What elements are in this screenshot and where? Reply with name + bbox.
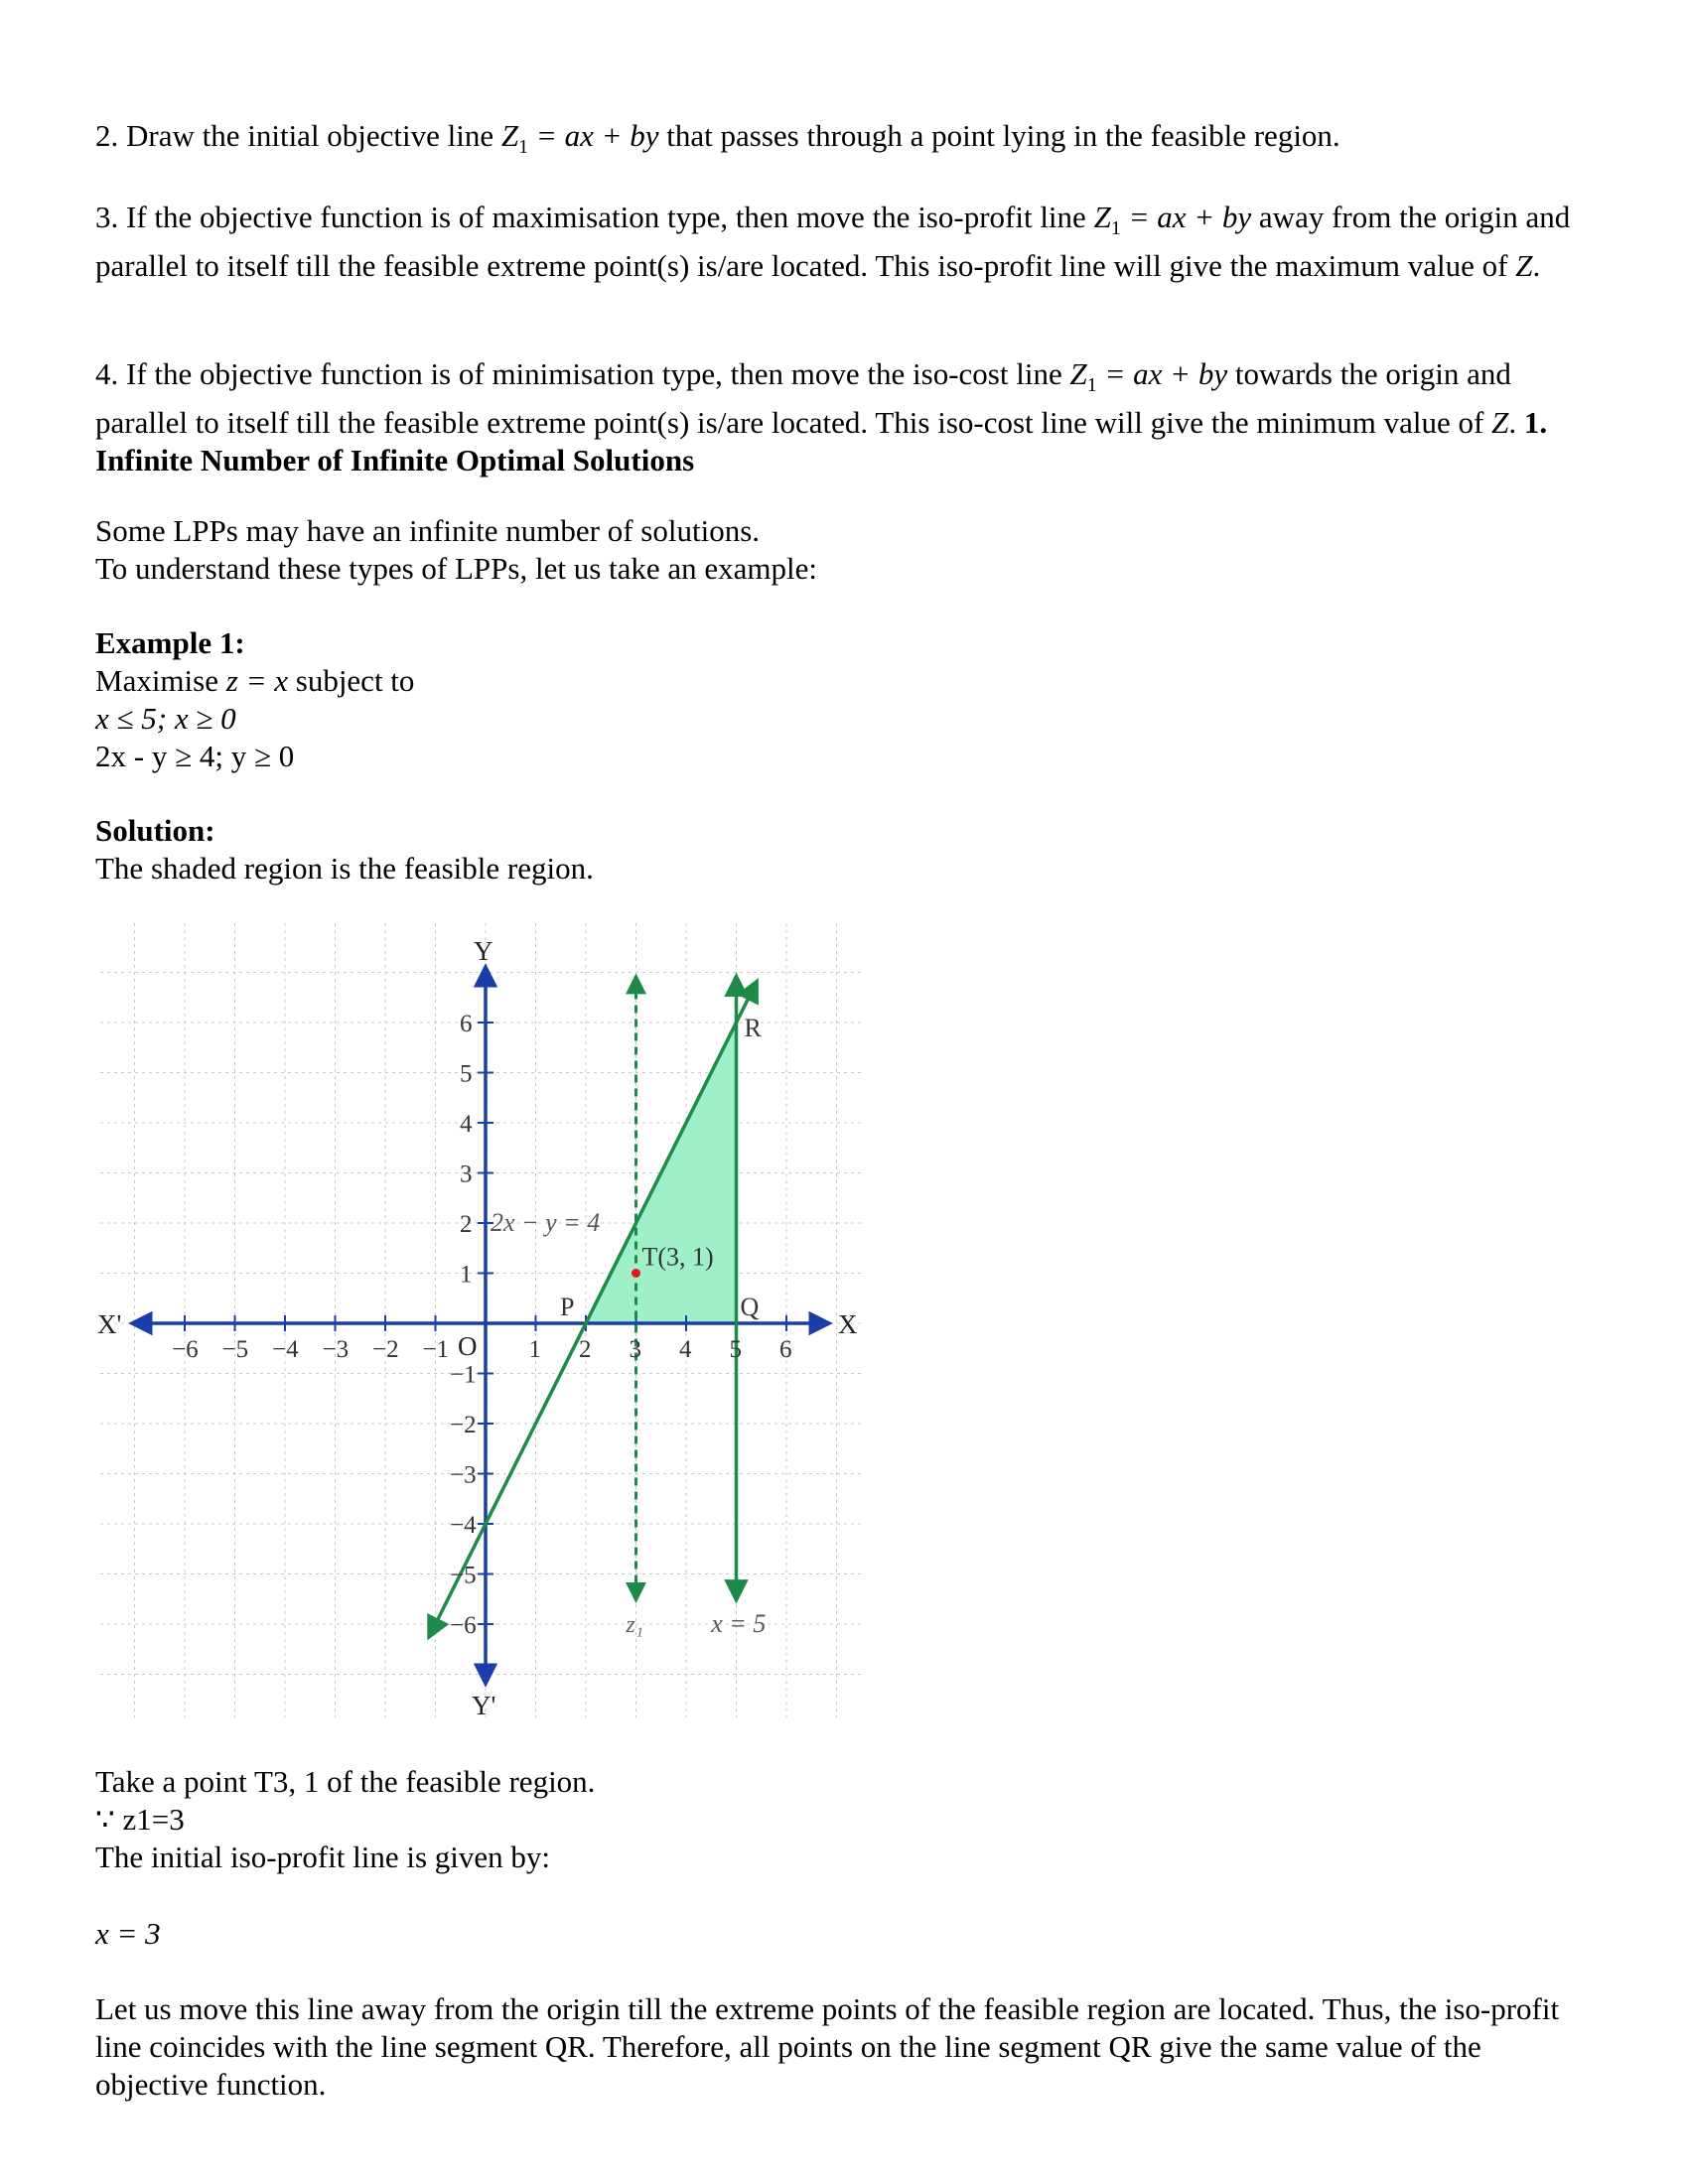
example-objective: Maximise z = x subject to — [95, 663, 415, 698]
y-tick-label: −1 — [450, 1361, 477, 1389]
x-tick-label: 1 — [528, 1336, 541, 1363]
example-title: Example 1: — [95, 625, 245, 660]
x-tick-label: −1 — [422, 1336, 450, 1363]
label-x-5: x = 5 — [711, 1609, 767, 1638]
x-neg-axis-label: X' — [97, 1309, 122, 1339]
iso-profit-equation: x = 3 — [95, 1916, 161, 1951]
y-axis-label: Y — [474, 936, 493, 966]
y-tick-label: −3 — [450, 1461, 477, 1489]
origin-label: O — [458, 1331, 478, 1361]
conclusion-paragraph: Let us move this line away from the origin till the extreme points of the feasible region are located. Thus, the iso-profit line coincides with the line segment QR. Therefore, all points on the line segment QR give the same value of the objective function. — [95, 1991, 1560, 2102]
y-neg-axis-label: Y' — [472, 1691, 496, 1720]
x-tick-label: 6 — [779, 1336, 792, 1363]
point-label-R: R — [744, 1014, 762, 1042]
y-tick-label: 6 — [460, 1011, 473, 1037]
step-3: 3. If the objective function is of maximisation type, then move the iso-profit line $Z_1$ = ax + by away from the origin and parallel to itself till the feasible extreme point(s) is/are located. This iso-profit line will give the maximum value of Z. — [95, 200, 1571, 283]
solution-text: The shaded region is the feasible region. — [95, 851, 594, 886]
x-tick-label: 4 — [679, 1336, 692, 1363]
intro-line-1: Some LPPs may have an infinite number of solutions. — [95, 513, 761, 548]
point-T — [632, 1269, 640, 1278]
point-label-P: P — [560, 1293, 575, 1321]
x-axis-label: X — [838, 1309, 858, 1339]
y-tick-label: 4 — [460, 1111, 473, 1138]
label-2x-y-4: 2x − y = 4 — [491, 1208, 601, 1237]
y-tick-label: 1 — [460, 1261, 473, 1289]
y-tick-label: 3 — [460, 1160, 473, 1188]
y-tick-label: 5 — [460, 1060, 473, 1088]
step-4: 4. If the objective function is of minimisation type, then move the iso-cost line $Z_1$ = ax + by towards the origin and parallel to itself till the feasible extreme point(s) is/are located. This iso-cost line will give the minimum value of Z. 1. Infinite Number of Infinite Optimal Solutions — [95, 356, 1548, 478]
iso-profit-intro-text: The initial iso-profit line is given by: — [95, 1840, 551, 1874]
x-tick-label: −3 — [322, 1336, 350, 1363]
example-constraint-1: x ≤ 5; x ≥ 0 — [95, 701, 236, 736]
y-tick-label: −6 — [450, 1612, 477, 1639]
y-tick-label: −4 — [450, 1512, 477, 1539]
z1-value-text: ∵ z1=3 — [95, 1802, 185, 1837]
tick-labels — [97, 936, 858, 1720]
x-tick-label: −6 — [172, 1336, 199, 1363]
point-label-Q: Q — [740, 1293, 760, 1321]
intro-line-2: To understand these types of LPPs, let us take an example: — [95, 551, 818, 586]
section-heading: 1. Infinite Number of Infinite Optimal Solutions — [95, 405, 1548, 478]
point-label-T: T(3, 1) — [641, 1242, 714, 1272]
x-tick-label: −4 — [272, 1336, 299, 1363]
step-2: 2. Draw the initial objective line $Z_1$ = ax + by that passes through a point lying in the feasible region. — [95, 118, 1340, 158]
y-tick-label: 2 — [460, 1211, 473, 1238]
feasible-region-graph — [95, 918, 870, 1722]
y-tick-label: −5 — [450, 1562, 477, 1589]
y-tick-label: −2 — [450, 1412, 477, 1438]
label-z1: z₁ — [626, 1612, 644, 1638]
x-tick-label: −2 — [372, 1336, 399, 1363]
x-tick-label: 5 — [729, 1336, 742, 1363]
take-point-text: Take a point T3, 1 of the feasible region. — [95, 1764, 596, 1799]
x-tick-label: 3 — [629, 1336, 641, 1363]
x-tick-label: 2 — [579, 1336, 592, 1363]
x-tick-label: −5 — [221, 1336, 249, 1363]
example-constraint-2: 2x - y ≥ 4; y ≥ 0 — [95, 739, 295, 773]
solution-title: Solution: — [95, 813, 215, 848]
